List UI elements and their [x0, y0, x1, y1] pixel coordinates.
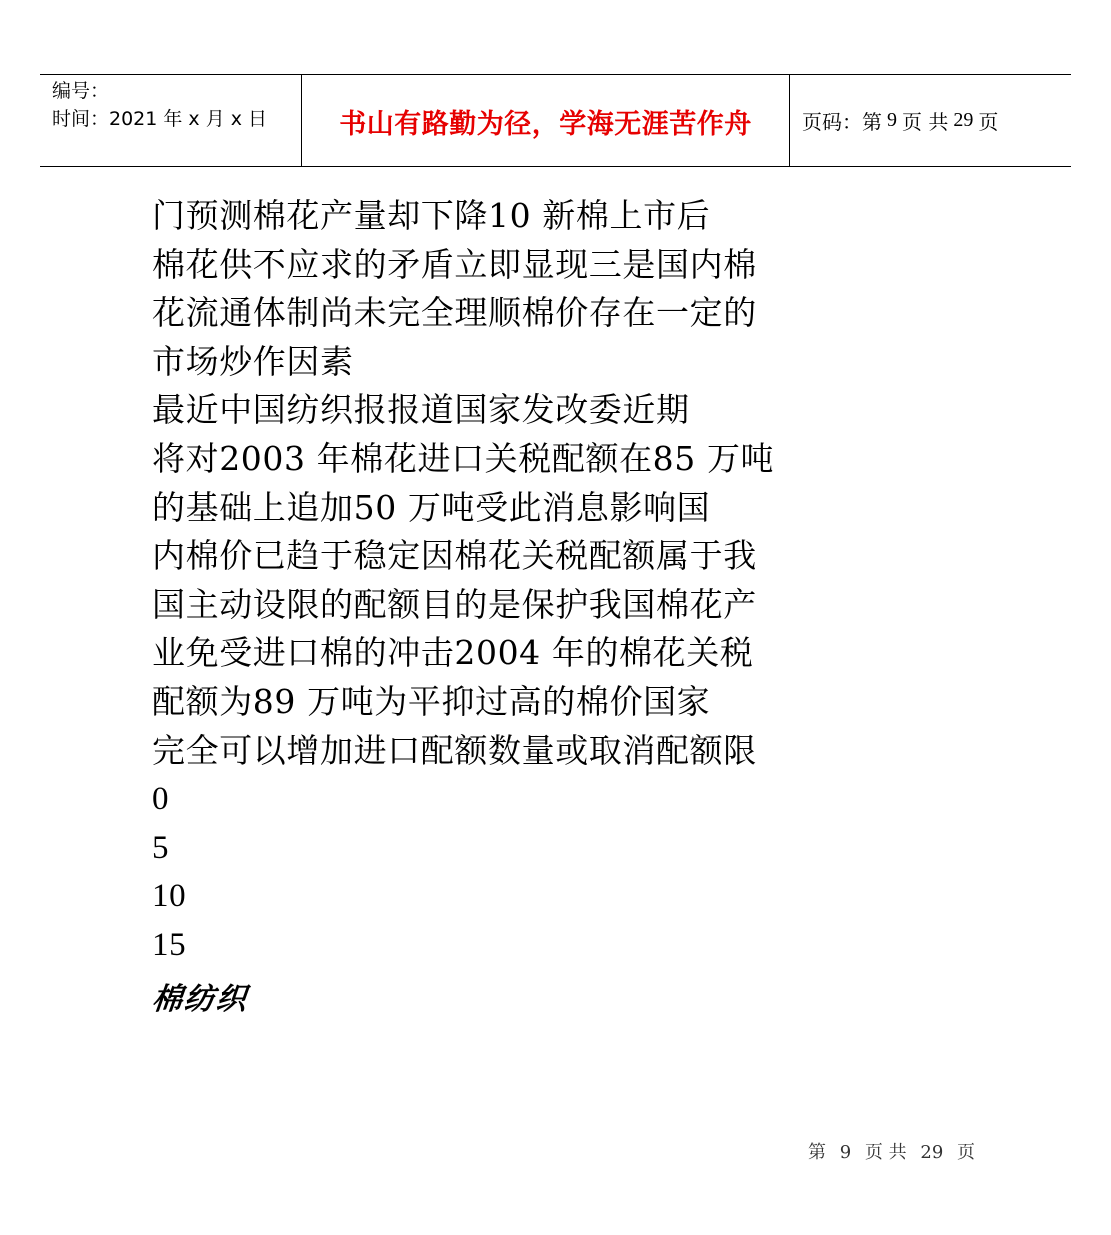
text-line: 完全可以增加进口配额数量或取消配额限	[152, 730, 757, 770]
text-line: 最近中国纺织报报道国家发改委近期	[152, 390, 690, 430]
page-current: 9	[887, 109, 897, 131]
text-line: 门预测棉花产量却下降10 新棉上市后	[152, 196, 711, 235]
text-line: 国主动设限的配额目的是保护我国棉花产	[152, 584, 757, 624]
time-label: 时间：2021 年 x 月 x 日	[52, 108, 268, 130]
number-line: 15	[152, 926, 187, 963]
footer-suffix: 页	[957, 1142, 976, 1163]
header-motto-cell	[302, 75, 790, 166]
page-suffix: 页	[978, 110, 999, 134]
header-meta-cell	[40, 75, 302, 166]
footer-total: 29	[920, 1142, 944, 1163]
page-mid: 页 共	[902, 110, 949, 134]
page-total: 29	[953, 109, 974, 131]
text-line: 市场炒作因素	[152, 341, 354, 381]
footer-mid: 页 共	[864, 1142, 907, 1163]
footer-prefix: 第	[808, 1142, 826, 1163]
footer-current: 9	[839, 1142, 852, 1163]
header-page-cell	[790, 75, 1071, 166]
cursive-line	[152, 970, 852, 1019]
text-line: 将对2003 年棉花进口关税配额在85 万吨	[152, 438, 775, 478]
text-line: 业免受进口棉的冲击2004 年的棉花关税	[152, 633, 754, 673]
text-line: 的基础上追加50 万吨受此消息影响国	[152, 487, 711, 527]
page-header	[40, 74, 1071, 167]
serial-label: 编号：	[52, 80, 110, 102]
page-footer	[808, 1138, 983, 1164]
text-line: 配额为89 万吨为平抑过高的棉价国家	[152, 681, 711, 721]
number-line: 0	[152, 781, 170, 818]
number-line: 10	[152, 878, 187, 915]
cursive-label: 棉纺织	[150, 981, 250, 1017]
motto: 书山有路勤为径，学海无涯苦作舟	[339, 109, 752, 140]
number-line: 5	[152, 829, 170, 866]
page-prefix: 页码：第	[802, 110, 882, 134]
text-line: 棉花供不应求的矛盾立即显现三是国内棉	[152, 244, 757, 284]
text-line: 内棉价已趋于稳定因棉花关税配额属于我	[152, 536, 757, 576]
body-text	[152, 192, 852, 1018]
text-line: 花流通体制尚未完全理顺棉价存在一定的	[152, 293, 757, 333]
